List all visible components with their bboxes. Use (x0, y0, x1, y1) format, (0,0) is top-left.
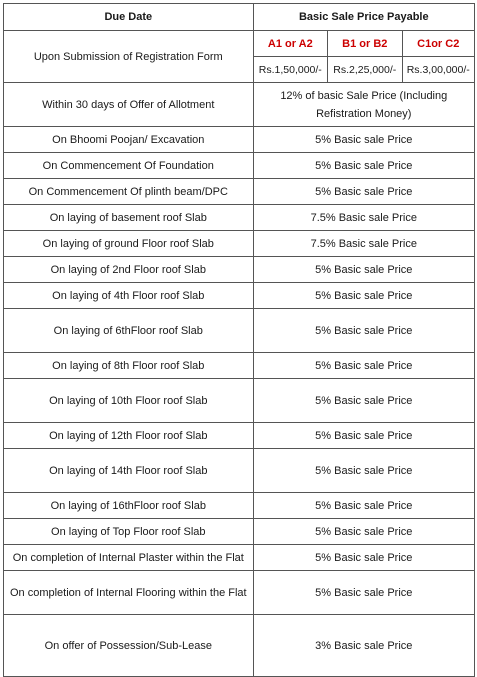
variant-c: C1or C2 (402, 31, 475, 57)
variant-b: B1 or B2 (328, 31, 402, 57)
schedule-row (4, 353, 475, 379)
header-row (4, 4, 475, 31)
payable-cell: 5% Basic sale Price (253, 283, 474, 309)
payable-cell: 5% Basic sale Price (253, 493, 474, 519)
payable-cell: 5% Basic sale Price (253, 571, 474, 615)
due-date-cell: On laying of 14th Floor roof Slab (4, 449, 254, 493)
due-date-cell: On laying of basement roof Slab (4, 205, 254, 231)
payable-cell: 5% Basic sale Price (253, 153, 474, 179)
schedule-row (4, 615, 475, 677)
due-date-header: Due Date (4, 4, 254, 31)
payable-cell: 5% Basic sale Price (253, 127, 474, 153)
schedule-row (4, 519, 475, 545)
payable-cell: 5% Basic sale Price (253, 379, 474, 423)
payable-cell: 3% Basic sale Price (253, 615, 474, 677)
due-date-cell: On laying of 12th Floor roof Slab (4, 423, 254, 449)
schedule-row (4, 571, 475, 615)
schedule-row (4, 545, 475, 571)
schedule-row (4, 449, 475, 493)
registration-variant-row (4, 31, 475, 57)
due-date-cell: On laying of ground Floor roof Slab (4, 231, 254, 257)
due-date-cell: Within 30 days of Offer of Allotment (4, 83, 254, 127)
price-b: Rs.2,25,000/- (328, 57, 402, 83)
schedule-row (4, 309, 475, 353)
payable-cell: 7.5% Basic sale Price (253, 205, 474, 231)
price-a: Rs.1,50,000/- (253, 57, 327, 83)
schedule-row (4, 379, 475, 423)
payable-cell: 7.5% Basic sale Price (253, 231, 474, 257)
due-date-cell: On Commencement Of Foundation (4, 153, 254, 179)
due-date-cell: On laying of 16thFloor roof Slab (4, 493, 254, 519)
due-date-cell: On laying of 6thFloor roof Slab (4, 309, 254, 353)
schedule-row (4, 83, 475, 127)
due-date-cell: On laying of Top Floor roof Slab (4, 519, 254, 545)
payable-cell: 5% Basic sale Price (253, 545, 474, 571)
payable-cell: 5% Basic sale Price (253, 353, 474, 379)
schedule-row (4, 423, 475, 449)
due-date-cell: On laying of 4th Floor roof Slab (4, 283, 254, 309)
schedule-row (4, 257, 475, 283)
price-c: Rs.3,00,000/- (402, 57, 475, 83)
payable-cell: 5% Basic sale Price (253, 179, 474, 205)
payable-cell: 5% Basic sale Price (253, 423, 474, 449)
due-date-cell: On completion of Internal Flooring within the Flat (4, 571, 254, 615)
schedule-row (4, 231, 475, 257)
due-date-cell: On laying of 10th Floor roof Slab (4, 379, 254, 423)
due-date-cell: On Bhoomi Poojan/ Excavation (4, 127, 254, 153)
registration-label: Upon Submission of Registration Form (4, 31, 254, 83)
price-payable-header: Basic Sale Price Payable (253, 4, 474, 31)
payable-cell: 5% Basic sale Price (253, 519, 474, 545)
due-date-cell: On laying of 2nd Floor roof Slab (4, 257, 254, 283)
schedule-row (4, 153, 475, 179)
schedule-row (4, 179, 475, 205)
due-date-cell: On laying of 8th Floor roof Slab (4, 353, 254, 379)
payable-cell: 5% Basic sale Price (253, 449, 474, 493)
payable-cell: 5% Basic sale Price (253, 257, 474, 283)
payable-cell: 5% Basic sale Price (253, 309, 474, 353)
payment-schedule-table (3, 3, 475, 677)
schedule-row (4, 283, 475, 309)
schedule-row (4, 493, 475, 519)
schedule-row (4, 127, 475, 153)
due-date-cell: On offer of Possession/Sub-Lease (4, 615, 254, 677)
schedule-row (4, 205, 475, 231)
variant-a: A1 or A2 (253, 31, 327, 57)
due-date-cell: On completion of Internal Plaster within the Flat (4, 545, 254, 571)
payable-cell: 12% of basic Sale Price (Including Refistration Money) (253, 83, 474, 127)
due-date-cell: On Commencement Of plinth beam/DPC (4, 179, 254, 205)
